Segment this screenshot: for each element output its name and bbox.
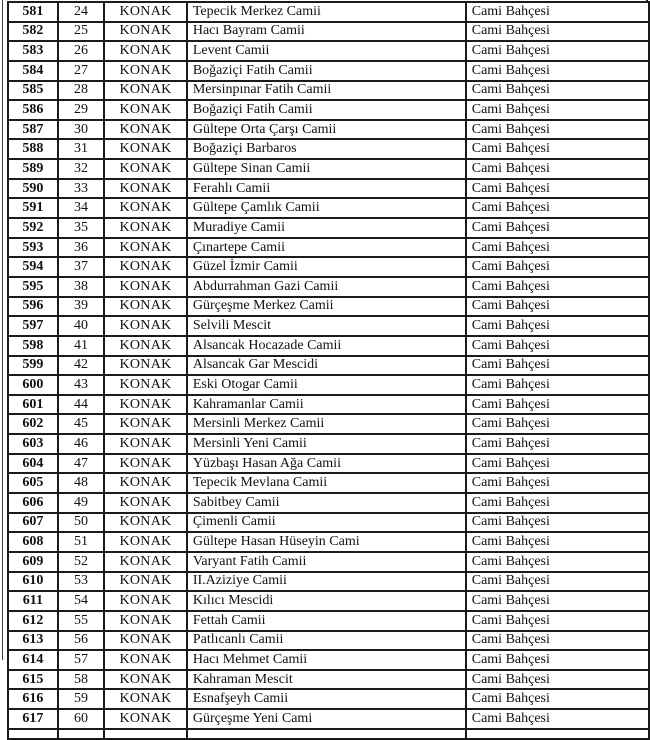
cell-location: Cami Bahçesi	[466, 473, 649, 493]
table-row	[8, 689, 649, 709]
cell-mosque-name: Gültepe Orta Çarşı Camii	[187, 120, 466, 140]
cell-seq: 49	[58, 493, 105, 513]
cell-location	[466, 729, 649, 739]
cell-seq: 35	[58, 218, 105, 238]
cell-no: 594	[8, 257, 58, 277]
cell-no: 599	[8, 356, 58, 376]
cell-seq: 59	[58, 689, 105, 709]
cell-district: KONAK	[104, 81, 187, 101]
cell-no	[8, 729, 58, 739]
cell-district: KONAK	[104, 572, 187, 592]
cell-district: KONAK	[104, 22, 187, 42]
cell-district: KONAK	[104, 61, 187, 81]
cell-mosque-name: Gültepe Sinan Camii	[187, 159, 466, 179]
cell-no: 581	[8, 2, 58, 22]
cell-location: Cami Bahçesi	[466, 100, 649, 120]
cell-no: 583	[8, 41, 58, 61]
cell-mosque-name	[187, 729, 466, 739]
cell-no: 617	[8, 709, 58, 729]
cell-mosque-name: Mersinli Yeni Camii	[187, 434, 466, 454]
cell-mosque-name: Varyant Fatih Camii	[187, 552, 466, 572]
cell-mosque-name: Kahramanlar Camii	[187, 395, 466, 415]
cell-location: Cami Bahçesi	[466, 414, 649, 434]
cell-district: KONAK	[104, 631, 187, 651]
cell-location: Cami Bahçesi	[466, 2, 649, 22]
cell-district: KONAK	[104, 120, 187, 140]
table-row	[8, 375, 649, 395]
cell-no: 593	[8, 238, 58, 258]
cell-location: Cami Bahçesi	[466, 454, 649, 474]
table-row	[8, 532, 649, 552]
mosque-table-body	[8, 2, 649, 739]
cell-district: KONAK	[104, 277, 187, 297]
cell-mosque-name: Boğaziçi Barbaros	[187, 139, 466, 159]
cell-no: 600	[8, 375, 58, 395]
cell-location: Cami Bahçesi	[466, 513, 649, 533]
cell-no: 611	[8, 591, 58, 611]
table-row	[8, 22, 649, 42]
cell-mosque-name: Boğaziçi Fatih Camii	[187, 61, 466, 81]
table-row	[8, 238, 649, 258]
cell-seq: 45	[58, 414, 105, 434]
cell-location: Cami Bahçesi	[466, 395, 649, 415]
cell-no: 602	[8, 414, 58, 434]
cell-district: KONAK	[104, 159, 187, 179]
cell-mosque-name: Boğaziçi Fatih Camii	[187, 100, 466, 120]
cell-mosque-name: Hacı Mehmet Camii	[187, 650, 466, 670]
cell-location: Cami Bahçesi	[466, 631, 649, 651]
cell-no: 614	[8, 650, 58, 670]
cell-seq: 40	[58, 316, 105, 336]
cell-seq: 44	[58, 395, 105, 415]
cell-district: KONAK	[104, 650, 187, 670]
cell-location: Cami Bahçesi	[466, 689, 649, 709]
cell-district: KONAK	[104, 493, 187, 513]
cell-mosque-name: Güzel İzmir Camii	[187, 257, 466, 277]
cell-no: 584	[8, 61, 58, 81]
cell-location: Cami Bahçesi	[466, 572, 649, 592]
cell-mosque-name: Mersinli Merkez Camii	[187, 414, 466, 434]
cell-seq: 25	[58, 22, 105, 42]
cell-location: Cami Bahçesi	[466, 552, 649, 572]
cell-mosque-name: Patlıcanlı Camii	[187, 631, 466, 651]
cell-district: KONAK	[104, 2, 187, 22]
cell-mosque-name: Çimenli Camii	[187, 513, 466, 533]
cell-no: 588	[8, 139, 58, 159]
page-border-left	[2, 0, 3, 660]
cell-no: 582	[8, 22, 58, 42]
cell-mosque-name: Yüzbaşı Hasan Ağa Camii	[187, 454, 466, 474]
table-row	[8, 139, 649, 159]
cell-no: 585	[8, 81, 58, 101]
cell-mosque-name: Ferahlı Camii	[187, 179, 466, 199]
cell-district: KONAK	[104, 395, 187, 415]
cell-seq: 60	[58, 709, 105, 729]
table-row	[8, 454, 649, 474]
cell-seq: 46	[58, 434, 105, 454]
cell-mosque-name: Fettah Camii	[187, 611, 466, 631]
cell-seq: 31	[58, 139, 105, 159]
cell-district: KONAK	[104, 139, 187, 159]
table-row	[8, 493, 649, 513]
cell-district: KONAK	[104, 179, 187, 199]
table-row	[8, 198, 649, 218]
table-row	[8, 257, 649, 277]
cell-district: KONAK	[104, 414, 187, 434]
cell-district: KONAK	[104, 552, 187, 572]
cell-district: KONAK	[104, 434, 187, 454]
table-row	[8, 709, 649, 729]
cell-seq: 34	[58, 198, 105, 218]
cell-no: 589	[8, 159, 58, 179]
cell-seq: 57	[58, 650, 105, 670]
table-row	[8, 650, 649, 670]
table-row	[8, 473, 649, 493]
cell-no: 598	[8, 336, 58, 356]
cell-district: KONAK	[104, 198, 187, 218]
cell-mosque-name: Tepecik Merkez Camii	[187, 2, 466, 22]
cell-seq: 51	[58, 532, 105, 552]
cell-no: 604	[8, 454, 58, 474]
table-row	[8, 41, 649, 61]
table-row	[8, 159, 649, 179]
cell-location: Cami Bahçesi	[466, 591, 649, 611]
cell-district: KONAK	[104, 297, 187, 317]
cell-location: Cami Bahçesi	[466, 493, 649, 513]
cell-seq: 48	[58, 473, 105, 493]
cell-no: 612	[8, 611, 58, 631]
cell-no: 615	[8, 670, 58, 690]
cell-location: Cami Bahçesi	[466, 277, 649, 297]
cell-seq: 30	[58, 120, 105, 140]
cell-no: 591	[8, 198, 58, 218]
cell-district: KONAK	[104, 591, 187, 611]
cell-no: 592	[8, 218, 58, 238]
cell-location: Cami Bahçesi	[466, 297, 649, 317]
cell-no: 595	[8, 277, 58, 297]
table-row	[8, 395, 649, 415]
cell-seq: 53	[58, 572, 105, 592]
cell-mosque-name: Hacı Bayram Camii	[187, 22, 466, 42]
cell-no: 605	[8, 473, 58, 493]
cell-no: 613	[8, 631, 58, 651]
cell-mosque-name: Tepecik Mevlana Camii	[187, 473, 466, 493]
cell-district: KONAK	[104, 473, 187, 493]
table-row	[8, 2, 649, 22]
cell-no: 607	[8, 513, 58, 533]
cell-location: Cami Bahçesi	[466, 238, 649, 258]
cell-seq	[58, 729, 105, 739]
cell-location: Cami Bahçesi	[466, 316, 649, 336]
table-row	[8, 218, 649, 238]
cell-location: Cami Bahçesi	[466, 336, 649, 356]
cell-district: KONAK	[104, 513, 187, 533]
cell-seq: 37	[58, 257, 105, 277]
table-row	[8, 552, 649, 572]
table-row	[8, 316, 649, 336]
table-row	[8, 356, 649, 376]
table-row	[8, 611, 649, 631]
cell-seq: 33	[58, 179, 105, 199]
table-row	[8, 120, 649, 140]
cell-location: Cami Bahçesi	[466, 532, 649, 552]
cell-no: 608	[8, 532, 58, 552]
cell-mosque-name: Selvili Mescit	[187, 316, 466, 336]
cell-district: KONAK	[104, 257, 187, 277]
cell-district: KONAK	[104, 238, 187, 258]
cell-seq: 36	[58, 238, 105, 258]
cell-mosque-name: Gürçeşme Merkez Camii	[187, 297, 466, 317]
cell-mosque-name: II.Aziziye Camii	[187, 572, 466, 592]
cell-mosque-name: Alsancak Gar Mescidi	[187, 356, 466, 376]
cell-seq: 58	[58, 670, 105, 690]
cell-district: KONAK	[104, 316, 187, 336]
cell-seq: 54	[58, 591, 105, 611]
cell-district: KONAK	[104, 689, 187, 709]
mosque-table	[7, 1, 650, 740]
cell-seq: 41	[58, 336, 105, 356]
cell-seq: 42	[58, 356, 105, 376]
cell-mosque-name: Muradiye Camii	[187, 218, 466, 238]
cell-district: KONAK	[104, 709, 187, 729]
cell-district: KONAK	[104, 100, 187, 120]
cell-mosque-name: Esnafşeyh Camii	[187, 689, 466, 709]
table-row	[8, 61, 649, 81]
cell-location: Cami Bahçesi	[466, 257, 649, 277]
cell-seq: 47	[58, 454, 105, 474]
table-row	[8, 591, 649, 611]
cell-location: Cami Bahçesi	[466, 670, 649, 690]
cell-seq: 27	[58, 61, 105, 81]
cell-district: KONAK	[104, 41, 187, 61]
table-row	[8, 297, 649, 317]
cell-no: 597	[8, 316, 58, 336]
cell-district: KONAK	[104, 218, 187, 238]
table-row	[8, 631, 649, 651]
cell-location: Cami Bahçesi	[466, 61, 649, 81]
cell-no: 596	[8, 297, 58, 317]
cell-seq: 28	[58, 81, 105, 101]
cell-seq: 32	[58, 159, 105, 179]
table-row	[8, 277, 649, 297]
cell-no: 606	[8, 493, 58, 513]
cell-no: 603	[8, 434, 58, 454]
table-row	[8, 572, 649, 592]
table-row	[8, 670, 649, 690]
cell-seq: 39	[58, 297, 105, 317]
table-row	[8, 100, 649, 120]
cell-mosque-name: Gürçeşme Yeni Cami	[187, 709, 466, 729]
cell-location: Cami Bahçesi	[466, 81, 649, 101]
cell-district: KONAK	[104, 454, 187, 474]
cell-mosque-name: Kılıcı Mescidi	[187, 591, 466, 611]
cell-no: 616	[8, 689, 58, 709]
cell-no: 586	[8, 100, 58, 120]
table-row	[8, 336, 649, 356]
table-row	[8, 434, 649, 454]
cell-mosque-name: Alsancak Hocazade Camii	[187, 336, 466, 356]
cell-seq: 43	[58, 375, 105, 395]
cell-mosque-name: Abdurrahman Gazi Camii	[187, 277, 466, 297]
cell-location: Cami Bahçesi	[466, 22, 649, 42]
cell-seq: 26	[58, 41, 105, 61]
cell-district: KONAK	[104, 611, 187, 631]
cell-mosque-name: Levent Camii	[187, 41, 466, 61]
cell-district: KONAK	[104, 336, 187, 356]
cell-mosque-name: Gültepe Çamlık Camii	[187, 198, 466, 218]
cell-district: KONAK	[104, 532, 187, 552]
cell-location: Cami Bahçesi	[466, 611, 649, 631]
cell-location: Cami Bahçesi	[466, 139, 649, 159]
cell-location: Cami Bahçesi	[466, 159, 649, 179]
cell-location: Cami Bahçesi	[466, 218, 649, 238]
cell-mosque-name: Kahraman Mescit	[187, 670, 466, 690]
cell-mosque-name: Eski Otogar Camii	[187, 375, 466, 395]
cell-district: KONAK	[104, 356, 187, 376]
cell-location: Cami Bahçesi	[466, 434, 649, 454]
cell-seq: 29	[58, 100, 105, 120]
cell-mosque-name: Sabitbey Camii	[187, 493, 466, 513]
cell-mosque-name: Mersinpınar Fatih Camii	[187, 81, 466, 101]
cell-seq: 50	[58, 513, 105, 533]
cell-location: Cami Bahçesi	[466, 709, 649, 729]
cell-seq: 56	[58, 631, 105, 651]
table-row	[8, 81, 649, 101]
cell-no: 609	[8, 552, 58, 572]
cell-district: KONAK	[104, 375, 187, 395]
cell-seq: 52	[58, 552, 105, 572]
cell-seq: 24	[58, 2, 105, 22]
cell-no: 587	[8, 120, 58, 140]
cell-seq: 55	[58, 611, 105, 631]
cell-location: Cami Bahçesi	[466, 650, 649, 670]
table-row	[8, 513, 649, 533]
cell-location: Cami Bahçesi	[466, 356, 649, 376]
cell-mosque-name: Çınartepe Camii	[187, 238, 466, 258]
table-row-partial	[8, 729, 649, 739]
cell-district	[104, 729, 187, 739]
table-row	[8, 179, 649, 199]
cell-no: 601	[8, 395, 58, 415]
cell-no: 610	[8, 572, 58, 592]
cell-location: Cami Bahçesi	[466, 120, 649, 140]
cell-location: Cami Bahçesi	[466, 41, 649, 61]
cell-mosque-name: Gültepe Hasan Hüseyin Cami	[187, 532, 466, 552]
cell-district: KONAK	[104, 670, 187, 690]
cell-seq: 38	[58, 277, 105, 297]
cell-location: Cami Bahçesi	[466, 375, 649, 395]
table-row	[8, 414, 649, 434]
cell-location: Cami Bahçesi	[466, 179, 649, 199]
cell-no: 590	[8, 179, 58, 199]
cell-location: Cami Bahçesi	[466, 198, 649, 218]
